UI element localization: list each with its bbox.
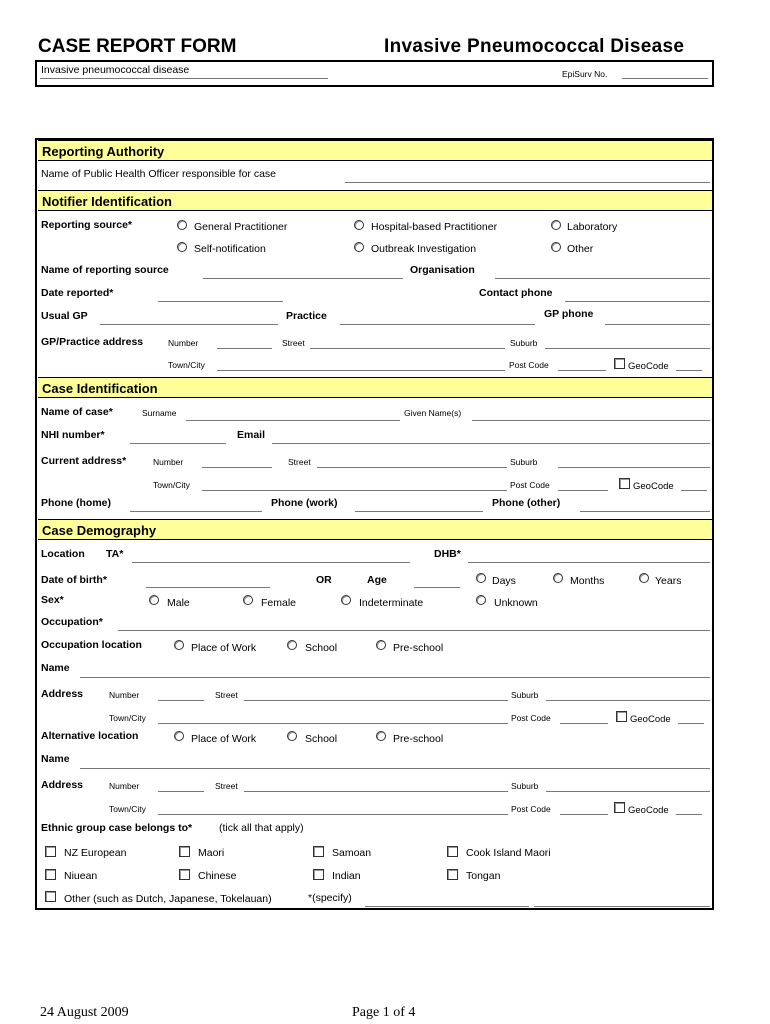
check-indian[interactable] xyxy=(313,869,324,880)
radio-indeterminate[interactable] xyxy=(341,595,351,605)
addr-number-label: Number xyxy=(153,457,184,467)
occ-suburb-input[interactable] xyxy=(546,700,710,701)
radio-self[interactable] xyxy=(177,242,187,252)
gp-address-label: GP/Practice address xyxy=(41,336,144,348)
alt-location-label: Alternative location xyxy=(41,730,139,742)
alt-geocode-checkbox[interactable] xyxy=(614,802,625,813)
radio-male[interactable] xyxy=(149,595,159,605)
surname-input[interactable] xyxy=(186,420,400,421)
radio-female[interactable] xyxy=(243,595,253,605)
occupation-label: Occupation* xyxy=(41,616,103,628)
occupation-input[interactable] xyxy=(118,630,710,631)
section-case-identification: Case Identification xyxy=(38,377,712,398)
age-input[interactable] xyxy=(414,587,460,588)
gp-street-input[interactable] xyxy=(310,348,505,349)
reporting-source-label: Reporting source* xyxy=(41,219,133,231)
nz-european-option: NZ European xyxy=(64,847,127,859)
years-option: Years xyxy=(655,575,682,587)
sex-label: Sex* xyxy=(41,594,64,606)
gp-postcode-label: Post Code xyxy=(509,360,549,370)
other-option: Other xyxy=(567,243,594,255)
addr-street-input[interactable] xyxy=(317,467,507,468)
phone-home-label: Phone (home) xyxy=(41,497,111,509)
footer-date: 24 August 2009 xyxy=(40,1005,129,1020)
check-tongan[interactable] xyxy=(447,869,458,880)
gp-suburb-label: Suburb xyxy=(510,338,538,348)
occ-geocode-label: GeoCode xyxy=(630,714,671,725)
contact-phone-label: Contact phone xyxy=(479,287,553,299)
dob-label: Date of birth* xyxy=(41,574,107,586)
ethnic-note: (tick all that apply) xyxy=(219,822,304,834)
radio-occ-work[interactable] xyxy=(174,640,184,650)
phone-home-input[interactable] xyxy=(130,511,262,512)
usual-gp-input[interactable] xyxy=(100,324,278,325)
chinese-option: Chinese xyxy=(198,870,237,882)
radio-laboratory[interactable] xyxy=(551,220,561,230)
alt-suburb-input[interactable] xyxy=(546,791,710,792)
alt-postcode-label: Post Code xyxy=(511,804,551,814)
check-other-ethnic[interactable] xyxy=(45,891,56,902)
occ-name-input[interactable] xyxy=(80,677,710,678)
radio-occ-school[interactable] xyxy=(287,640,297,650)
disease-title: Invasive Pneumococcal Disease xyxy=(384,36,685,57)
occ-school-option: School xyxy=(305,642,338,654)
addr-town-label: Town/City xyxy=(153,480,190,490)
addr-postcode-label: Post Code xyxy=(510,480,550,490)
current-address-label: Current address* xyxy=(41,455,127,467)
indian-option: Indian xyxy=(332,870,361,882)
radio-outbreak[interactable] xyxy=(354,242,364,252)
radio-alt-preschool[interactable] xyxy=(376,731,386,741)
phone-work-input[interactable] xyxy=(355,511,483,512)
addr-geocode-label: GeoCode xyxy=(633,481,674,492)
given-name-label: Given Name(s) xyxy=(404,408,462,418)
check-samoan[interactable] xyxy=(313,846,324,857)
laboratory-option: Laboratory xyxy=(567,221,618,233)
gp-number-input[interactable] xyxy=(217,348,272,349)
alt-work-option: Place of Work xyxy=(191,733,257,745)
specify-label: *(specify) xyxy=(308,892,352,904)
occ-number-input[interactable] xyxy=(158,700,204,701)
dhb-label: DHB* xyxy=(434,548,461,560)
specify-input-1[interactable] xyxy=(365,906,529,907)
email-input[interactable] xyxy=(272,443,710,444)
section-case-demography: Case Demography xyxy=(38,519,712,540)
date-reported-label: Date reported* xyxy=(41,287,114,299)
alt-town-label: Town/City xyxy=(109,804,146,814)
tongan-option: Tongan xyxy=(466,870,501,882)
location-label: Location xyxy=(41,548,85,560)
gp-phone-input[interactable] xyxy=(605,324,710,325)
self-option: Self-notification xyxy=(194,243,266,255)
alt-town-input[interactable] xyxy=(158,814,508,815)
radio-unknown[interactable] xyxy=(476,595,486,605)
radio-days[interactable] xyxy=(476,573,486,583)
outbreak-option: Outbreak Investigation xyxy=(371,243,477,255)
phone-work-label: Phone (work) xyxy=(271,497,338,509)
check-cook-island[interactable] xyxy=(447,846,458,857)
gp-postcode-input[interactable] xyxy=(558,370,606,371)
episurv-input[interactable] xyxy=(622,78,708,79)
occ-preschool-option: Pre-school xyxy=(393,642,444,654)
radio-hospital[interactable] xyxy=(354,220,364,230)
alt-name-label: Name xyxy=(41,753,70,765)
organisation-label: Organisation xyxy=(410,264,475,276)
addr-geocode-checkbox[interactable] xyxy=(619,478,630,489)
alt-number-input[interactable] xyxy=(158,791,204,792)
occ-postcode-label: Post Code xyxy=(511,713,551,723)
addr-street-label: Street xyxy=(288,457,311,467)
radio-years[interactable] xyxy=(639,573,649,583)
ta-input[interactable] xyxy=(132,562,410,563)
alt-geocode-label: GeoCode xyxy=(628,805,669,816)
occ-street-label: Street xyxy=(215,690,238,700)
practice-label: Practice xyxy=(286,310,327,322)
phone-other-label: Phone (other) xyxy=(492,497,561,509)
alt-street-input[interactable] xyxy=(244,791,508,792)
gp-town-label: Town/City xyxy=(168,360,205,370)
officer-input[interactable] xyxy=(345,182,710,183)
alt-name-input[interactable] xyxy=(80,768,710,769)
addr-postcode-input[interactable] xyxy=(558,490,608,491)
gp-option: General Practitioner xyxy=(194,221,288,233)
footer-page: Page 1 of 4 xyxy=(352,1005,416,1020)
episurv-label: EpiSurv No. xyxy=(562,69,608,79)
contact-phone-input[interactable] xyxy=(565,301,710,302)
practice-input[interactable] xyxy=(340,324,535,325)
section-reporting-authority: Reporting Authority xyxy=(38,140,712,161)
addr-suburb-label: Suburb xyxy=(510,457,538,467)
male-option: Male xyxy=(167,597,190,609)
addr-town-input[interactable] xyxy=(202,490,507,491)
hospital-option: Hospital-based Practitioner xyxy=(371,221,498,233)
radio-occ-preschool[interactable] xyxy=(376,640,386,650)
alt-postcode-input[interactable] xyxy=(560,814,608,815)
occ-postcode-input[interactable] xyxy=(560,723,608,724)
alt-street-label: Street xyxy=(215,781,238,791)
unknown-option: Unknown xyxy=(494,597,538,609)
check-maori[interactable] xyxy=(179,846,190,857)
occ-street-input[interactable] xyxy=(244,700,508,701)
section-notifier: Notifier Identification xyxy=(38,190,712,211)
months-option: Months xyxy=(570,575,605,587)
usual-gp-label: Usual GP xyxy=(41,310,88,322)
or-label: OR xyxy=(316,574,332,586)
nhi-input[interactable] xyxy=(130,443,226,444)
alt-preschool-option: Pre-school xyxy=(393,733,444,745)
name-source-input[interactable] xyxy=(203,278,403,279)
check-chinese[interactable] xyxy=(179,869,190,880)
occ-geocode-checkbox[interactable] xyxy=(616,711,627,722)
radio-other[interactable] xyxy=(551,242,561,252)
nhi-label: NHI number* xyxy=(41,429,105,441)
alt-suburb-label: Suburb xyxy=(511,781,539,791)
indeterminate-option: Indeterminate xyxy=(359,597,424,609)
radio-alt-work[interactable] xyxy=(174,731,184,741)
radio-alt-school[interactable] xyxy=(287,731,297,741)
female-option: Female xyxy=(261,597,297,609)
addr-suburb-input[interactable] xyxy=(558,467,710,468)
cook-island-option: Cook Island Maori xyxy=(466,847,551,859)
occ-address-label: Address xyxy=(41,688,84,700)
days-option: Days xyxy=(492,575,516,587)
occ-work-option: Place of Work xyxy=(191,642,257,654)
gp-geocode-checkbox[interactable] xyxy=(614,358,625,369)
occ-location-label: Occupation location xyxy=(41,639,142,651)
organisation-input[interactable] xyxy=(495,278,710,279)
gp-street-label: Street xyxy=(282,338,305,348)
check-niuean[interactable] xyxy=(45,869,56,880)
radio-months[interactable] xyxy=(553,573,563,583)
name-source-label: Name of reporting source xyxy=(41,264,169,276)
gp-suburb-input[interactable] xyxy=(545,348,710,349)
ethnic-label: Ethnic group case belongs to* xyxy=(41,822,193,834)
alt-school-option: School xyxy=(305,733,338,745)
gp-geocode-label: GeoCode xyxy=(628,361,669,372)
check-nz-european[interactable] xyxy=(45,846,56,857)
samoan-option: Samoan xyxy=(332,847,372,859)
gp-town-input[interactable] xyxy=(217,370,505,371)
alt-address-label: Address xyxy=(41,779,84,791)
radio-gp[interactable] xyxy=(177,220,187,230)
case-name-label: Name of case* xyxy=(41,406,113,418)
form-title: CASE REPORT FORM xyxy=(38,36,237,57)
occ-town-label: Town/City xyxy=(109,713,146,723)
form-subtitle: Invasive pneumococcal disease xyxy=(41,64,190,76)
gp-phone-label: GP phone xyxy=(544,308,594,320)
dob-input[interactable] xyxy=(146,587,270,588)
niuean-option: Niuean xyxy=(64,870,98,882)
age-label: Age xyxy=(367,574,387,586)
given-name-input[interactable] xyxy=(472,420,710,421)
addr-number-input[interactable] xyxy=(202,467,272,468)
date-reported-input[interactable] xyxy=(158,301,283,302)
occ-town-input[interactable] xyxy=(158,723,508,724)
gp-number-label: Number xyxy=(168,338,199,348)
occ-name-label: Name xyxy=(41,662,70,674)
phone-other-input[interactable] xyxy=(580,511,710,512)
officer-label: Name of Public Health Officer responsible for case xyxy=(41,168,276,180)
ta-label: TA* xyxy=(106,548,124,560)
surname-label: Surname xyxy=(142,408,177,418)
dhb-input[interactable] xyxy=(468,562,710,563)
specify-input-2[interactable] xyxy=(534,906,710,907)
maori-option: Maori xyxy=(198,847,225,859)
other-ethnic-option: Other (such as Dutch, Japanese, Tokelauan) xyxy=(64,893,272,905)
alt-number-label: Number xyxy=(109,781,140,791)
occ-number-label: Number xyxy=(109,690,140,700)
occ-suburb-label: Suburb xyxy=(511,690,539,700)
email-label: Email xyxy=(237,429,266,441)
